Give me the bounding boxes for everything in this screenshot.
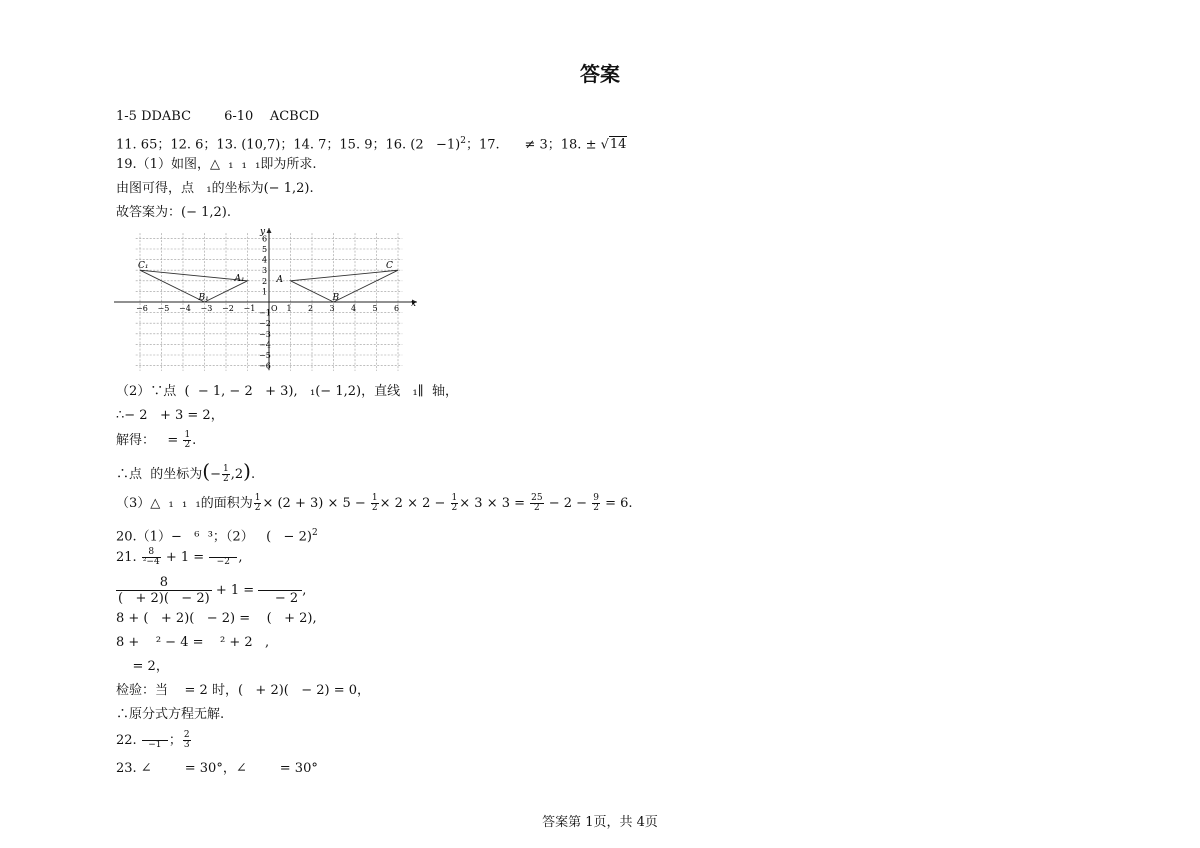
fraction-denominator: 2 xyxy=(593,503,599,513)
fraction-half xyxy=(183,431,191,450)
x-tick-label: −2 xyxy=(222,304,234,313)
fraction-numerator: 9 xyxy=(593,493,599,503)
fraction-rhs xyxy=(258,575,302,606)
answer-21-multiply: 8 + ( + 2)( − 2) = ( + 2), xyxy=(116,611,317,626)
equation-mid: + 1 = xyxy=(215,583,255,598)
right-paren: ) xyxy=(243,459,251,483)
x-tick-label: −3 xyxy=(200,304,213,313)
fraction-numerator: 8 xyxy=(142,548,161,558)
answer-21-expand: 8 + ² − 4 = ² + 2 , xyxy=(116,635,270,650)
fraction-denominator: 2 xyxy=(222,474,229,484)
answer-19-result: 故答案为：(− 1,2). xyxy=(116,205,231,220)
fraction-numerator: 1 xyxy=(184,430,191,440)
y-tick-label: −2 xyxy=(259,319,271,329)
fraction-half xyxy=(451,494,459,513)
period: . xyxy=(250,467,256,482)
point-label-a1: A₁ xyxy=(234,273,245,284)
fraction-denominator: −2 xyxy=(216,557,230,567)
fraction-half xyxy=(222,465,230,484)
fraction-numerator: 1 xyxy=(371,493,378,503)
y-tick-label: −6 xyxy=(259,361,271,371)
fraction-numerator: 25 xyxy=(531,493,543,503)
fraction-numerator: 8 xyxy=(116,575,212,591)
x-tick-label: −4 xyxy=(179,304,191,313)
answer-21-label: 21. xyxy=(116,550,137,565)
fraction-denominator: 2 xyxy=(371,503,378,513)
y-tick-label: 4 xyxy=(262,255,268,265)
comma: , xyxy=(238,550,243,565)
fraction-denominator: 2 xyxy=(534,503,540,513)
fraction-numerator xyxy=(258,575,302,591)
fraction-denominator: ²−4 xyxy=(142,557,160,567)
period: . xyxy=(192,433,197,448)
fraction-denominator: 2 xyxy=(451,503,458,513)
answer-17-18: ；17. ≠ 3；18. ± xyxy=(466,137,597,153)
answer-22 xyxy=(116,731,192,750)
fraction-denominator: 2 xyxy=(184,440,191,450)
x-tick-label: −5 xyxy=(157,304,170,313)
fraction-8 xyxy=(142,548,161,567)
fraction-25-2 xyxy=(530,494,543,513)
x-tick-label: 1 xyxy=(286,304,292,313)
answer-19-2: （2）∵点 ( − 1, − 2 + 3), ₁(− 1,2)，直线 ₁∥ 轴， xyxy=(116,384,458,399)
y-tick-label: 3 xyxy=(262,266,268,276)
coordinate-rest: ,2 xyxy=(230,467,244,482)
y-tick-label: 5 xyxy=(262,245,268,254)
fraction-half xyxy=(371,494,379,513)
coordinate-graph xyxy=(112,226,422,372)
fraction-rhs xyxy=(209,548,237,567)
triangle-abc xyxy=(291,270,399,302)
fraction-denominator: −1 xyxy=(148,740,162,750)
answer-21-check: 检验：当 = 2 时，( + 2)( − 2) = 0， xyxy=(116,683,371,698)
solution-text: 解得： = xyxy=(116,433,183,448)
fraction-denominator: ( + 2)( − 2) xyxy=(118,591,210,606)
answer-21-factored xyxy=(116,575,306,606)
fraction-denominator: 2 xyxy=(254,503,261,513)
fraction-numerator: 1 xyxy=(222,464,229,474)
fraction-denominator: − 2 xyxy=(262,591,299,606)
fraction-denominator: 3 xyxy=(183,740,190,750)
point-text: ∴点 的坐标为 xyxy=(116,467,203,482)
answer-19-coordinate: 由图可得，点 ₁的坐标为(− 1,2). xyxy=(116,181,314,196)
page-title: 答案 xyxy=(580,62,620,86)
area-line xyxy=(116,494,633,513)
answer-21-conclusion: ∴原分式方程无解. xyxy=(116,707,225,722)
separator: ； xyxy=(168,733,182,748)
y-tick-label: 2 xyxy=(262,276,268,286)
x-tick-label: −1 xyxy=(243,304,256,313)
fraction-9-2 xyxy=(592,494,600,513)
x-tick-label: −6 xyxy=(136,304,148,313)
area-text: （3）△ ₁ ₁ ₁的面积为 xyxy=(116,496,253,511)
x-tick-label: 5 xyxy=(372,304,378,313)
x-tick-label: 6 xyxy=(394,304,400,313)
comma: , xyxy=(302,583,307,598)
answer-line-11-18: 11. 65；12. 6；13. (10,7)；14. 7；15. 9；16. $(2 -1)^2$；17. ≠ 3；18. ± √14 xyxy=(116,136,627,153)
fraction-22-a xyxy=(142,731,168,750)
x-tick-label: 4 xyxy=(351,304,357,313)
y-axis-arrow xyxy=(267,228,272,233)
fraction-numerator: 1 xyxy=(254,493,261,503)
y-tick-label: 1 xyxy=(262,287,268,297)
superscript: 2 xyxy=(311,528,318,538)
answer-11-16: 11. 65；12. 6；13. (10,7)；14. 7；15. 9；16. (2 −1) xyxy=(116,137,461,153)
answer-21-solution: = 2， xyxy=(116,659,169,674)
area-result: = 6. xyxy=(605,496,633,511)
sqrt-radicand: 14 xyxy=(609,137,627,153)
point-label-b1: B₁ xyxy=(198,293,209,303)
x-axis-label: x xyxy=(411,299,417,309)
y-tick-label: −5 xyxy=(259,351,271,360)
point-label-c: C xyxy=(386,261,393,272)
triangle-a1b1c1 xyxy=(140,270,248,302)
equation-line: ∴− 2 + 3 = 2， xyxy=(116,408,224,423)
answer-23: 23. ∠ = 30°，∠ = 30° xyxy=(116,761,318,776)
area-term-b: × 2 × 2 − xyxy=(379,496,446,511)
solution-line xyxy=(116,431,196,450)
y-axis-label: y xyxy=(260,227,266,237)
point-coordinate-line xyxy=(116,459,256,484)
equation-mid: + 1 = xyxy=(165,550,205,565)
answer-20-text: 20.（1）− ⁶ ³；（2） ( − 2) xyxy=(116,529,312,545)
fraction-numerator: 1 xyxy=(451,493,458,503)
minus-sign: − xyxy=(210,467,221,482)
superscript: 2 xyxy=(460,136,466,146)
fraction-numerator: 2 xyxy=(183,730,190,740)
x-tick-label: O xyxy=(271,304,278,313)
fraction-8-factored xyxy=(116,575,212,606)
answer-19-1: 19.（1）如图，△ ₁ ₁ ₁即为所求. xyxy=(116,157,317,172)
y-tick-label: −1 xyxy=(259,308,271,318)
answer-line-1-10: 1-5 DDABC 6-10 ACBCD xyxy=(116,109,320,124)
x-tick-label: 2 xyxy=(308,304,314,313)
fraction-half xyxy=(254,494,262,513)
point-label-c1: C₁ xyxy=(138,261,149,272)
x-tick-label: 3 xyxy=(329,304,335,313)
answer-21-equation xyxy=(116,548,242,567)
answer-20 xyxy=(116,524,318,546)
page-footer: 答案第 1页，共 4页 xyxy=(542,815,658,830)
left-paren: ( xyxy=(202,459,211,483)
y-tick-label: 6 xyxy=(262,234,268,244)
area-term-a: × (2 + 3) × 5 − xyxy=(262,496,366,511)
answer-22-label: 22. xyxy=(116,733,137,748)
point-label-a: A xyxy=(276,274,283,285)
y-tick-label: −4 xyxy=(259,340,271,350)
point-label-b: B xyxy=(332,293,340,303)
area-term-c: × 3 × 3 = xyxy=(459,496,526,511)
area-term-d: − 2 − xyxy=(548,496,588,511)
y-tick-label: −3 xyxy=(259,329,271,339)
fraction-2-3 xyxy=(183,731,191,750)
